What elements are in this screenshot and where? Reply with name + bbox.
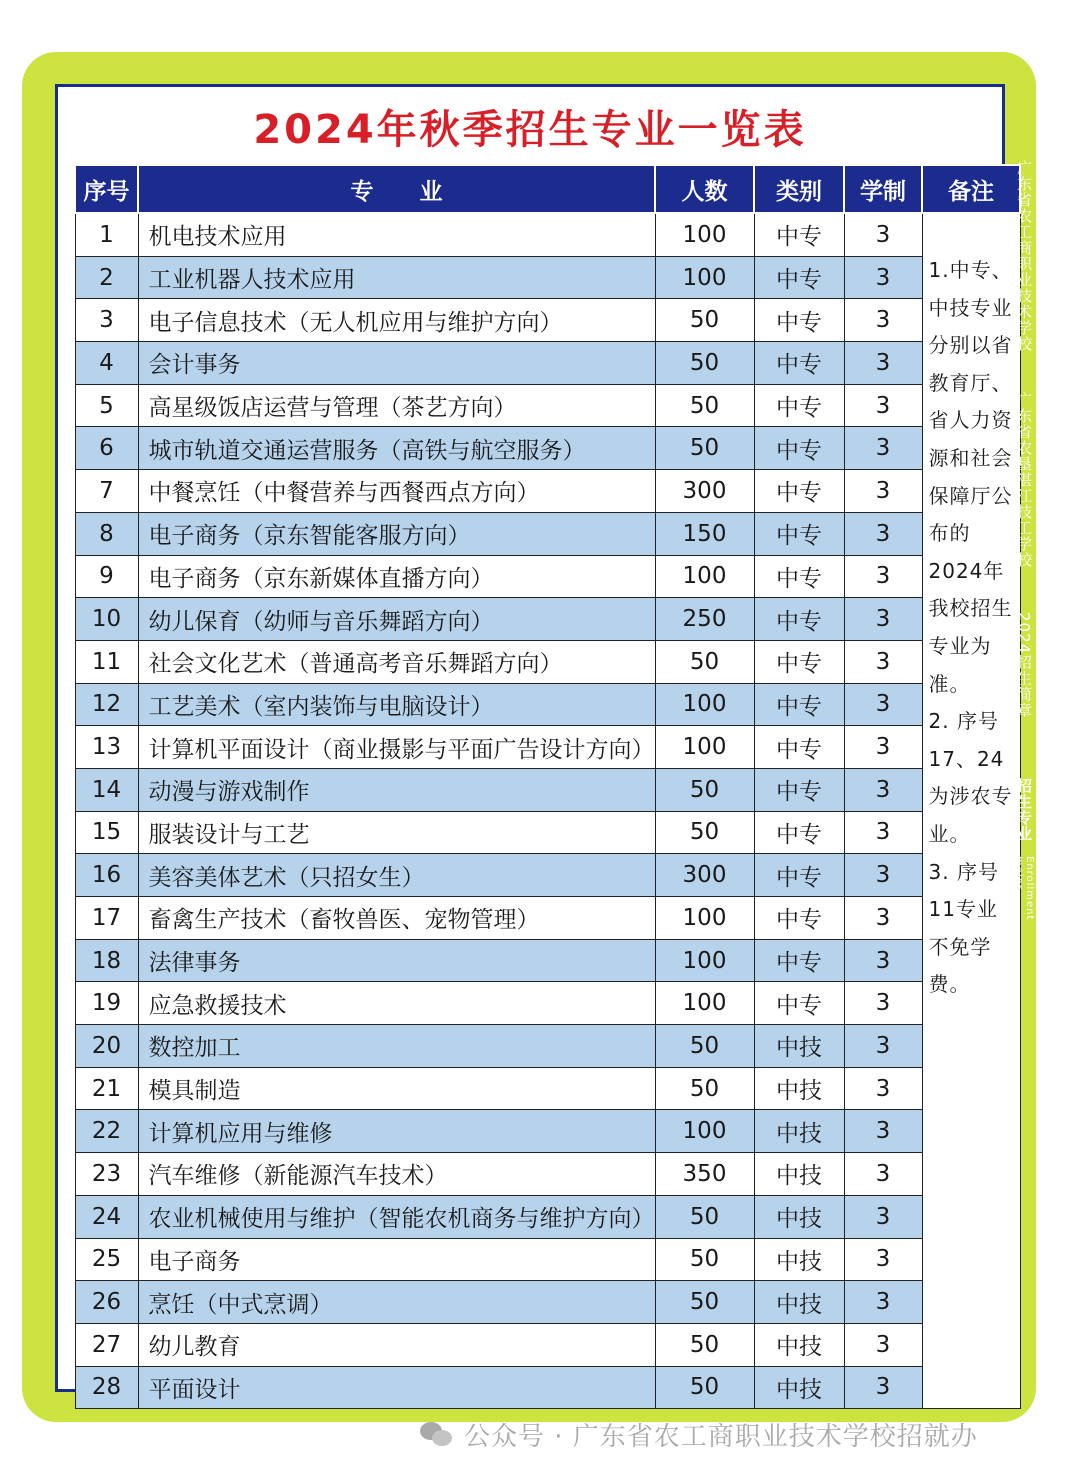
row-count: 50 bbox=[655, 384, 754, 427]
row-category: 中专 bbox=[754, 555, 844, 598]
row-major: 美容美体艺术（只招女生） bbox=[138, 854, 655, 897]
footer-text: 公众号 · 广东省农工商职业技术学校招就办 bbox=[464, 1421, 978, 1452]
row-count: 50 bbox=[655, 1067, 754, 1110]
row-years: 3 bbox=[844, 640, 922, 683]
table-row bbox=[75, 854, 1020, 897]
row-count: 250 bbox=[655, 598, 754, 641]
row-category: 中专 bbox=[754, 854, 844, 897]
row-count: 300 bbox=[655, 854, 754, 897]
row-count: 100 bbox=[655, 683, 754, 726]
row-no: 23 bbox=[75, 1153, 138, 1196]
row-no: 21 bbox=[75, 1067, 138, 1110]
row-category: 中技 bbox=[754, 1281, 844, 1324]
row-major: 高星级饭店运营与管理（茶艺方向） bbox=[138, 384, 655, 427]
row-years: 3 bbox=[844, 470, 922, 513]
table-row bbox=[75, 256, 1020, 299]
row-count: 100 bbox=[655, 555, 754, 598]
row-count: 50 bbox=[655, 1323, 754, 1366]
row-no: 11 bbox=[75, 640, 138, 683]
row-years: 3 bbox=[844, 427, 922, 470]
row-major: 农业机械使用与维护（智能农机商务与维护方向） bbox=[138, 1195, 655, 1238]
row-category: 中技 bbox=[754, 1238, 844, 1281]
side-section-en: Enrollment major bbox=[1013, 856, 1035, 921]
table-row bbox=[75, 1238, 1020, 1281]
table-row bbox=[75, 939, 1020, 982]
table-row bbox=[75, 555, 1020, 598]
row-category: 中专 bbox=[754, 384, 844, 427]
table-row bbox=[75, 1153, 1020, 1196]
row-years: 3 bbox=[844, 982, 922, 1025]
table-row bbox=[75, 299, 1020, 342]
side-school1: 广东省农工商职业技术学校 bbox=[1015, 160, 1033, 352]
row-years: 3 bbox=[844, 1153, 922, 1196]
side-section: 招生专业 bbox=[1015, 778, 1033, 842]
row-major: 城市轨道交通运营服务（高铁与航空服务） bbox=[138, 427, 655, 470]
row-category: 中专 bbox=[754, 470, 844, 513]
row-category: 中专 bbox=[754, 982, 844, 1025]
row-category: 中技 bbox=[754, 1323, 844, 1366]
row-years: 3 bbox=[844, 1195, 922, 1238]
majors-table bbox=[74, 164, 1021, 1409]
row-no: 19 bbox=[75, 982, 138, 1025]
row-category: 中专 bbox=[754, 939, 844, 982]
table-row bbox=[75, 384, 1020, 427]
row-years: 3 bbox=[844, 1110, 922, 1153]
row-major: 电子信息技术（无人机应用与维护方向） bbox=[138, 299, 655, 342]
row-years: 3 bbox=[844, 555, 922, 598]
table-row bbox=[75, 683, 1020, 726]
row-count: 50 bbox=[655, 299, 754, 342]
row-major: 汽车维修（新能源汽车技术） bbox=[138, 1153, 655, 1196]
table-row bbox=[75, 1110, 1020, 1153]
row-years: 3 bbox=[844, 1238, 922, 1281]
row-count: 50 bbox=[655, 811, 754, 854]
row-no: 7 bbox=[75, 470, 138, 513]
table-row bbox=[75, 768, 1020, 811]
table-row bbox=[75, 982, 1020, 1025]
row-years: 3 bbox=[844, 1025, 922, 1068]
row-major: 幼儿保育（幼师与音乐舞蹈方向） bbox=[138, 598, 655, 641]
row-category: 中专 bbox=[754, 640, 844, 683]
row-major: 烹饪（中式烹调） bbox=[138, 1281, 655, 1324]
row-category: 中技 bbox=[754, 1110, 844, 1153]
row-category: 中专 bbox=[754, 427, 844, 470]
row-count: 300 bbox=[655, 470, 754, 513]
table-row bbox=[75, 1323, 1020, 1366]
row-major: 动漫与游戏制作 bbox=[138, 768, 655, 811]
header-years: 学制 bbox=[844, 165, 922, 213]
note-item: 2. 序号17、24为涉农专业。 bbox=[928, 709, 1013, 846]
row-years: 3 bbox=[844, 726, 922, 769]
row-major: 法律事务 bbox=[138, 939, 655, 982]
row-major: 工业机器人技术应用 bbox=[138, 256, 655, 299]
row-count: 100 bbox=[655, 256, 754, 299]
row-count: 100 bbox=[655, 726, 754, 769]
row-count: 50 bbox=[655, 1195, 754, 1238]
row-no: 1 bbox=[75, 213, 138, 256]
row-years: 3 bbox=[844, 939, 922, 982]
row-years: 3 bbox=[844, 1067, 922, 1110]
row-major: 中餐烹饪（中餐营养与西餐西点方向） bbox=[138, 470, 655, 513]
row-years: 3 bbox=[844, 512, 922, 555]
row-category: 中技 bbox=[754, 1025, 844, 1068]
page-title: 2024年秋季招生专业一览表 bbox=[253, 107, 807, 153]
row-no: 2 bbox=[75, 256, 138, 299]
footer-account bbox=[420, 1414, 1060, 1454]
row-category: 中专 bbox=[754, 213, 844, 256]
table-row bbox=[75, 213, 1020, 256]
row-no: 12 bbox=[75, 683, 138, 726]
row-category: 中专 bbox=[754, 768, 844, 811]
table-row bbox=[75, 1025, 1020, 1068]
row-category: 中技 bbox=[754, 1153, 844, 1196]
row-category: 中技 bbox=[754, 1366, 844, 1409]
row-no: 25 bbox=[75, 1238, 138, 1281]
row-major: 数控加工 bbox=[138, 1025, 655, 1068]
header-notes: 备注 bbox=[922, 165, 1020, 213]
wechat-icon bbox=[420, 1420, 454, 1448]
row-category: 中专 bbox=[754, 683, 844, 726]
row-count: 50 bbox=[655, 1366, 754, 1409]
row-no: 20 bbox=[75, 1025, 138, 1068]
row-count: 50 bbox=[655, 768, 754, 811]
row-no: 18 bbox=[75, 939, 138, 982]
table-row bbox=[75, 1067, 1020, 1110]
row-years: 3 bbox=[844, 213, 922, 256]
row-major: 社会文化艺术（普通高考音乐舞蹈方向） bbox=[138, 640, 655, 683]
row-major: 平面设计 bbox=[138, 1366, 655, 1409]
row-category: 中专 bbox=[754, 299, 844, 342]
row-no: 3 bbox=[75, 299, 138, 342]
table-row bbox=[75, 811, 1020, 854]
row-major: 计算机应用与维修 bbox=[138, 1110, 655, 1153]
row-count: 50 bbox=[655, 1025, 754, 1068]
row-category: 中专 bbox=[754, 811, 844, 854]
row-category: 中技 bbox=[754, 1195, 844, 1238]
row-count: 50 bbox=[655, 1238, 754, 1281]
table-row bbox=[75, 1281, 1020, 1324]
table-row bbox=[75, 897, 1020, 940]
row-years: 3 bbox=[844, 1366, 922, 1409]
header-no: 序号 bbox=[75, 165, 138, 213]
row-count: 150 bbox=[655, 512, 754, 555]
header-major: 专 业 bbox=[138, 165, 655, 213]
notes-cell bbox=[922, 213, 1020, 1409]
table-row bbox=[75, 512, 1020, 555]
row-category: 中专 bbox=[754, 256, 844, 299]
row-no: 16 bbox=[75, 854, 138, 897]
row-years: 3 bbox=[844, 854, 922, 897]
row-major: 机电技术应用 bbox=[138, 213, 655, 256]
row-no: 5 bbox=[75, 384, 138, 427]
table-row bbox=[75, 640, 1020, 683]
row-major: 会计事务 bbox=[138, 342, 655, 385]
table-row bbox=[75, 427, 1020, 470]
row-no: 9 bbox=[75, 555, 138, 598]
row-no: 17 bbox=[75, 897, 138, 940]
row-category: 中技 bbox=[754, 1067, 844, 1110]
row-category: 中专 bbox=[754, 342, 844, 385]
row-no: 22 bbox=[75, 1110, 138, 1153]
row-years: 3 bbox=[844, 1323, 922, 1366]
side-brochure: 2024招生简章 bbox=[1015, 612, 1033, 719]
row-no: 6 bbox=[75, 427, 138, 470]
row-years: 3 bbox=[844, 811, 922, 854]
row-no: 4 bbox=[75, 342, 138, 385]
row-years: 3 bbox=[844, 384, 922, 427]
row-count: 100 bbox=[655, 1110, 754, 1153]
row-no: 26 bbox=[75, 1281, 138, 1324]
row-no: 14 bbox=[75, 768, 138, 811]
table-row bbox=[75, 726, 1020, 769]
row-no: 8 bbox=[75, 512, 138, 555]
row-years: 3 bbox=[844, 1281, 922, 1324]
row-years: 3 bbox=[844, 683, 922, 726]
row-count: 50 bbox=[655, 640, 754, 683]
row-no: 24 bbox=[75, 1195, 138, 1238]
row-no: 10 bbox=[75, 598, 138, 641]
row-major: 工艺美术（室内装饰与电脑设计） bbox=[138, 683, 655, 726]
table-row bbox=[75, 470, 1020, 513]
row-major: 服装设计与工艺 bbox=[138, 811, 655, 854]
row-major: 电子商务 bbox=[138, 1238, 655, 1281]
table-row bbox=[75, 598, 1020, 641]
row-major: 幼儿教育 bbox=[138, 1323, 655, 1366]
row-major: 电子商务（京东新媒体直播方向） bbox=[138, 555, 655, 598]
header-count: 人数 bbox=[655, 165, 754, 213]
row-count: 100 bbox=[655, 982, 754, 1025]
note-item: 1.中专、中技专业分别以省教育厅、省人力资源和社会保障厅公布的2024年我校招生专业为准。 bbox=[928, 258, 1013, 696]
row-count: 50 bbox=[655, 427, 754, 470]
row-category: 中专 bbox=[754, 598, 844, 641]
row-years: 3 bbox=[844, 342, 922, 385]
row-no: 13 bbox=[75, 726, 138, 769]
row-category: 中专 bbox=[754, 897, 844, 940]
row-count: 100 bbox=[655, 897, 754, 940]
row-no: 15 bbox=[75, 811, 138, 854]
row-no: 28 bbox=[75, 1366, 138, 1409]
row-count: 350 bbox=[655, 1153, 754, 1196]
row-major: 应急救援技术 bbox=[138, 982, 655, 1025]
table-row bbox=[75, 342, 1020, 385]
note-item: 3. 序号11专业不免学费。 bbox=[928, 859, 999, 997]
row-no: 27 bbox=[75, 1323, 138, 1366]
row-category: 中专 bbox=[754, 512, 844, 555]
row-major: 计算机平面设计（商业摄影与平面广告设计方向） bbox=[138, 726, 655, 769]
row-count: 100 bbox=[655, 213, 754, 256]
row-years: 3 bbox=[844, 299, 922, 342]
side-school2: 广东省农垦湛江技工学校 bbox=[1015, 392, 1033, 568]
row-years: 3 bbox=[844, 598, 922, 641]
row-years: 3 bbox=[844, 768, 922, 811]
table-row bbox=[75, 1195, 1020, 1238]
row-count: 50 bbox=[655, 342, 754, 385]
row-major: 电子商务（京东智能客服方向） bbox=[138, 512, 655, 555]
table-row bbox=[75, 1366, 1020, 1409]
row-major: 畜禽生产技术（畜牧兽医、宠物管理） bbox=[138, 897, 655, 940]
row-category: 中专 bbox=[754, 726, 844, 769]
header-category: 类别 bbox=[754, 165, 844, 213]
row-count: 100 bbox=[655, 939, 754, 982]
row-count: 50 bbox=[655, 1281, 754, 1324]
row-years: 3 bbox=[844, 897, 922, 940]
table-header-row bbox=[75, 165, 1020, 213]
row-years: 3 bbox=[844, 256, 922, 299]
row-major: 模具制造 bbox=[138, 1067, 655, 1110]
